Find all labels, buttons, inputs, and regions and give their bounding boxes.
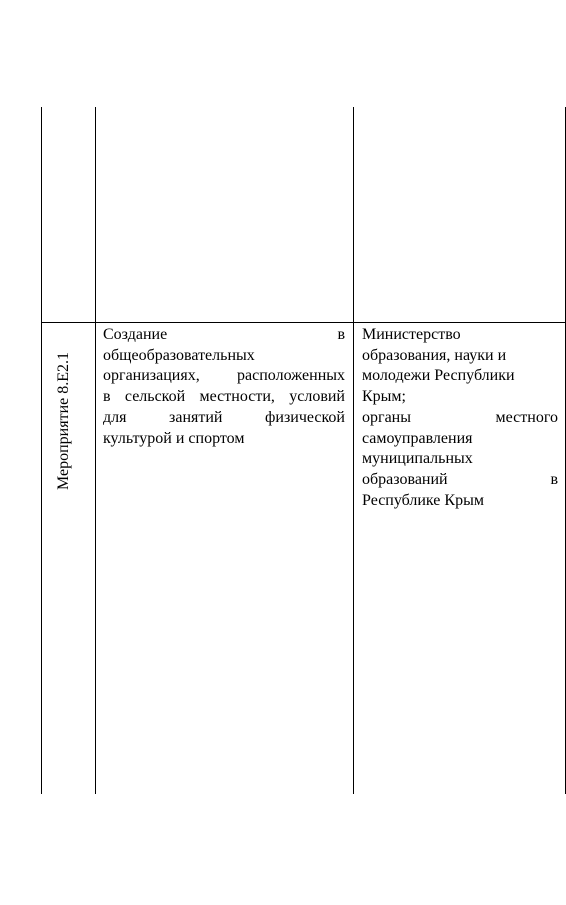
- responsible-line: Министерство: [362, 326, 461, 343]
- responsible-line: муниципальных: [362, 450, 473, 468]
- table-border-left: [41, 107, 42, 794]
- responsible-line: Республике Крым: [362, 491, 484, 509]
- table-border-col1: [95, 107, 96, 794]
- responsible-line: самоуправления: [362, 429, 473, 447]
- description-line: культурой и спортом: [103, 429, 245, 447]
- responsible-line: Крым;: [362, 388, 406, 406]
- description-line: в сельской местности, условий: [103, 388, 345, 406]
- table-row-divider: [41, 322, 566, 323]
- description-cell: [103, 325, 345, 449]
- table-border-col2: [353, 107, 354, 794]
- event-label: Мероприятие 8.Е2.1: [55, 351, 72, 490]
- responsible-line: органы местного: [362, 408, 558, 426]
- responsible-cell: [362, 325, 558, 511]
- description-line: Создание в: [103, 326, 345, 343]
- event-cell: [52, 320, 74, 500]
- responsible-line: образований в: [362, 470, 558, 488]
- responsible-line: молодежи Республики: [362, 367, 515, 385]
- responsible-line: образования, науки и: [362, 346, 507, 364]
- description-line: для занятий физической: [103, 408, 345, 426]
- description-line: организациях, расположенных: [103, 367, 345, 385]
- description-line: общеобразовательных: [103, 346, 255, 364]
